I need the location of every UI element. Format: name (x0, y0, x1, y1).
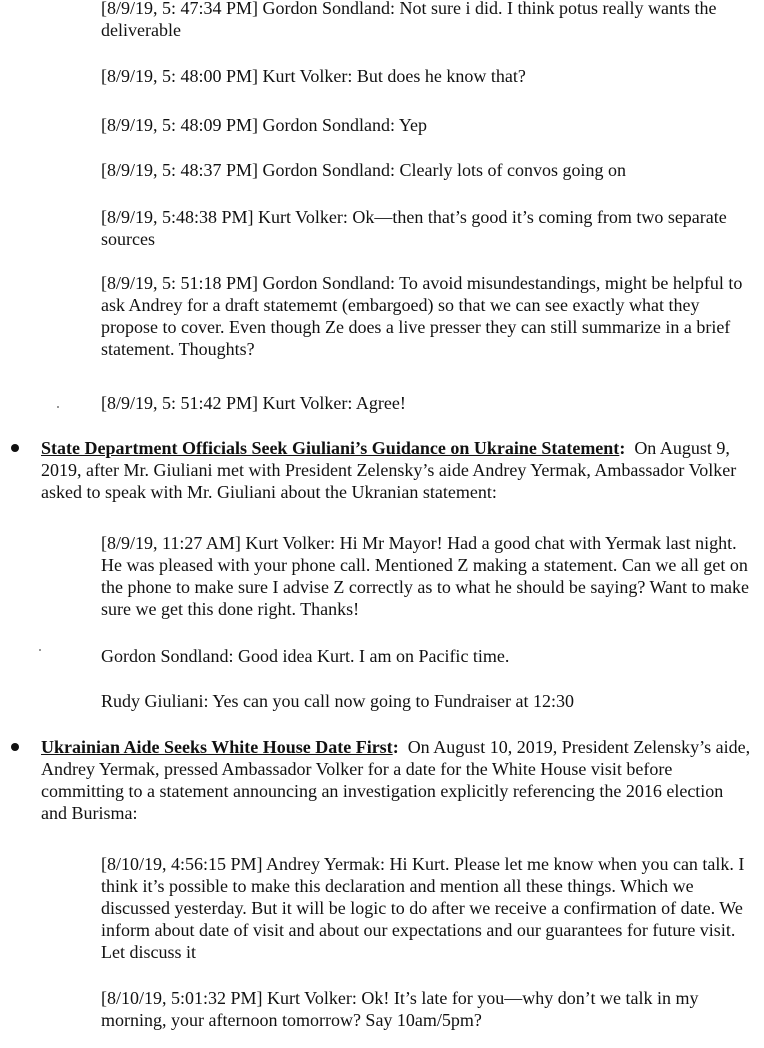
scan-speck (39, 649, 41, 651)
section-heading: State Department Officials Seek Giuliani’s Guidance on Ukraine Statement (41, 438, 620, 458)
message-volker-hi-mayor: [8/9/19, 11:27 AM] Kurt Volker: Hi Mr Mayor! Had a good chat with Yermak last night. He was pleased with your phone call. Mentioned Z making a statement. Can we all get on the phone to make sure I advise Z correctly as to what he should be saying? Want to make sure we get this done right. Thanks! (101, 533, 750, 619)
message-yermak-declaration: [8/10/19, 4:56:15 PM] Andrey Yermak: Hi Kurt. Please let me know when you can talk. I think it’s possible to make this declaration and mention all these things. Which we discussed yesterday. But it will be logic to do after we receive a confirmation of date. We inform about date of visit and about our expectations and our guarantees for future visit. Let discuss it (101, 854, 745, 962)
message-volker-late-for-you: [8/10/19, 5:01:32 PM] Kurt Volker: Ok! It’s late for you—why don’t we talk in my morning, your afternoon tomorrow? Say 10am/5pm? (101, 988, 699, 1030)
message-volker-two-sources: [8/9/19, 5:48:38 PM] Kurt Volker: Ok—then that’s good it’s coming from two separate sources (101, 207, 727, 249)
message-volker-agree: [8/9/19, 5: 51:42 PM] Kurt Volker: Agree! (101, 393, 406, 413)
bullet-paragraph: Ukrainian Aide Seeks White House Date First: On August 10, 2019, President Zelensky’s aide, Andrey Yermak, pressed Ambassador Volker for a date for the White House visit before committing to a statement announcing an investigation explicitly referencing the 2016 election and Burisma: (41, 737, 751, 823)
message-giuliani-fundraiser: Rudy Giuliani: Yes can you call now going to Fundraiser at 12:30 (101, 691, 574, 711)
message-sondland-yep: [8/9/19, 5: 48:09 PM] Gordon Sondland: Yep (101, 115, 428, 135)
message-sondland-deliverable: [8/9/19, 5: 47:34 PM] Gordon Sondland: Not sure i did. I think potus really wants the deliverable (101, 0, 717, 40)
bullet-paragraph: State Department Officials Seek Giuliani’s Guidance on Ukraine Statement: On August 9, 2019, after Mr. Giuliani met with President Zelensky’s aide Andrey Yermak, Ambassador Volker asked to speak with Mr. Giuliani about the Ukranian statement: (41, 438, 737, 502)
bullet-icon (11, 743, 19, 751)
section-text: On August 10, 2019, President Zelensky’s aide, Andrey Yermak, pressed Ambassador Volker for a date for the White House visit before committing to a statement announcing an investigation explicitly referencing the 2016 election and Burisma: (41, 737, 751, 823)
message-volker-does-he-know: [8/9/19, 5: 48:00 PM] Kurt Volker: But does he know that? (101, 66, 526, 86)
scan-speck (57, 406, 59, 408)
section-text: On August 9, 2019, after Mr. Giuliani met with President Zelensky’s aide Andrey Yermak, Ambassador Volker asked to speak with Mr. Giuliani about the Ukranian statement: (41, 438, 737, 502)
message-sondland-pacific-time: Gordon Sondland: Good idea Kurt. I am on Pacific time. (101, 646, 510, 666)
bullet-icon (11, 444, 19, 452)
message-sondland-draft-statement: [8/9/19, 5: 51:18 PM] Gordon Sondland: To avoid misundestandings, might be helpful to ask Andrey for a draft statememt (embargoed) so that we can see exactly what they propose to cover. Even though Ze does a live presser they can still summarize in a brief statement. Thoughts? (101, 273, 743, 359)
message-sondland-convos: [8/9/19, 5: 48:37 PM] Gordon Sondland: Clearly lots of convos going on (101, 160, 626, 180)
section-heading: Ukrainian Aide Seeks White House Date First (41, 737, 393, 757)
